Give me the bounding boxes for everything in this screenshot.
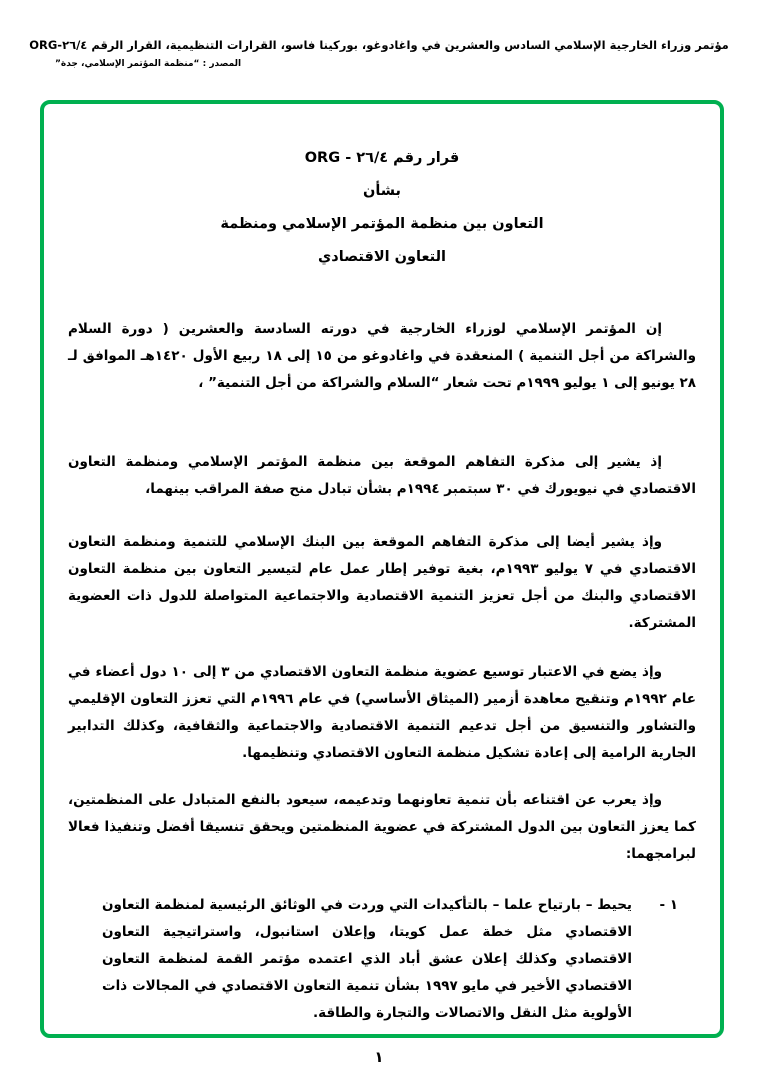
paragraph-considering-expansion: وإذ يضع في الاعتبار توسيع عضوية منظمة التعاون الاقتصادي من ٣ إلى ١٠ دول أعضاء في عام ١٩٩٢م وتنقيح معاهدة أزمير (الميثاق الأساسي) في عام ١٩٩٦م التي تعزز التعاون الإقليمي والتشاور والتنسيق من أجل تدعيم التنمية الاقتصادية والاجتماعية والثقافية، وكذلك التدابير الجارية الرامية إلى إعادة تشكيل منظمة التعاون الاقتصادي وتنظيمها. — [68, 664, 697, 761]
resolution-number: قرار رقم ٢٦/٤ - ORG — [304, 150, 460, 166]
resolution-regarding-label: بشأن — [362, 183, 402, 199]
header-title: مؤتمر وزراء الخارجية الإسلامي السادس والعشرين في واغادوغو، بوركينا فاسو، القرارات التنظيمية، القرار الرقم ٢٦/٤-ORG — [29, 38, 729, 52]
paragraph-preamble: إن المؤتمر الإسلامي لوزراء الخارجية في دورته السادسة والعشرين ( دورة السلام والشراكة من أجل التنمية ) المنعقدة في واغادوغو من ١٥ إلى ١٨ ربيع الأول ١٤٢٠هـ الموافق لـ ٢٨ يونيو إلى ١ يوليو ١٩٩٩م تحت شعار “السلام والشراكة من أجل التنمية” ، — [68, 321, 696, 391]
list-item-text: يحيط – بارتياح علما – بالتأكيدات التي وردت في الوثائق الرئيسية لمنظمة التعاون الاقتصادي مثل خطة عمل كويتا، وإعلان استانبول، واستراتيجية التعاون الاقتصادي وكذلك إعلان عشق أباد الذي اعتمده مؤتمر القمة لمنظمة التعاون الاقتصادي الأخير في مايو ١٩٩٧ بشأن تنمية التعاون الاقتصادي في المجالات ذات الأولوية مثل النقل والاتصالات والتجارة والطاقة. — [102, 897, 633, 1021]
list-item-1 — [68, 892, 696, 1027]
resolution-subject-line1: التعاون بين منظمة المؤتمر الإسلامي ومنظمة — [220, 216, 544, 232]
document-frame — [40, 100, 724, 1038]
header-source: المصدر : “منظمة المؤتمر الإسلامي، جدة” — [55, 59, 242, 69]
paragraph-recalling-mou-oic-eco: إذ يشير إلى مذكرة التفاهم الموقعة بين منظمة المؤتمر الإسلامي ومنظمة التعاون الاقتصادي في نيويورك في ٣٠ سبتمبر ١٩٩٤م بشأن تبادل منح صفة المراقب بينهما، — [68, 454, 696, 497]
paragraph-expressing-conviction: وإذ يعرب عن اقتناعه بأن تنمية تعاونهما وتدعيمه، سيعود بالنفع المتبادل على المنظمتين، كما يعزز التعاون بين الدول المشتركة في عضوية المنظمتين ويحقق تنسيقا أفضل وتنفيذا فعالا لبرامجهما: — [68, 792, 696, 862]
page-number: ١ — [374, 1048, 384, 1066]
page-header — [0, 0, 758, 69]
list-item-number: ١ - — [659, 897, 678, 913]
resolution-subject-line2: التعاون الاقتصادي — [317, 249, 447, 265]
resolution-title-block — [68, 142, 696, 274]
paragraph-recalling-mou-idb-eco: وإذ يشير أيضا إلى مذكرة التفاهم الموقعة بين البنك الإسلامي للتنمية ومنظمة التعاون الاقتصادي في ٧ يوليو ١٩٩٣م، بغية توفير إطار عمل عام لتيسير التعاون بين منظمة التعاون الاقتصادي والبنك من أجل تعزيز التنمية الاقتصادية والاجتماعية المتواصلة للدول ذات العضوية المشتركة. — [68, 534, 696, 631]
